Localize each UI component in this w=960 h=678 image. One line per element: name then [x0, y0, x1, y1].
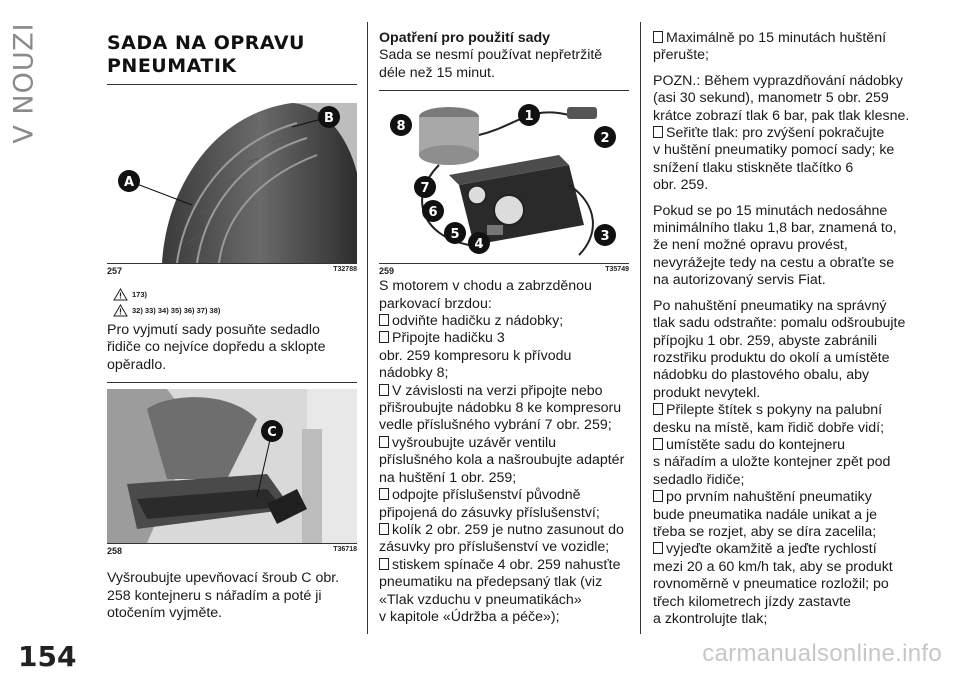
list-item: třech kilometrech jízdy zastavte: [653, 593, 851, 610]
list-item: vyšroubujte uzávěr ventilu: [379, 435, 629, 452]
list-item: přišroubujte nádobku 8 ke kompresoru: [379, 400, 622, 417]
list-item: stiskem spínače 4 obr. 259 nahusťte: [379, 557, 629, 574]
warning-triangle-icon: [113, 288, 128, 301]
list-item: vedle příslušného vybrání 7 obr. 259;: [379, 417, 612, 434]
list-item: na huštění 1 obr. 259;: [379, 469, 517, 486]
checkbox-bullet-icon: [379, 384, 389, 396]
column-divider-2: [640, 22, 641, 634]
figure-257-tire: [107, 93, 357, 263]
column-divider-1: [367, 22, 368, 634]
note-min-pressure: Pokud se po 15 minutách nedosáhne minimálního tlaku 1,8 bar, znamená to, že není možné opravu provést, nevyrážejte tedy na cestu a obraťte se na autorizovaný servis Fiat.: [653, 202, 897, 289]
figure-257-code: T32788: [333, 266, 357, 273]
figure-258-code: T36718: [333, 546, 357, 554]
list-item: rovnoměrně v pneumatice rozložil; po: [653, 576, 889, 593]
warning-row-1: [113, 286, 357, 302]
list-item: Přilepte štítek s pokyny na palubní: [653, 402, 911, 419]
figure-258-seat: [107, 389, 357, 543]
compressor-illustration: [379, 95, 629, 263]
list-item: třeba se rozjet, aby se díra zacelila;: [653, 523, 877, 540]
side-section-label: V NOUZI: [8, 22, 40, 144]
figure-259-kit: [379, 95, 629, 263]
figure-258-rule: [107, 543, 357, 544]
callout-7: 7: [420, 181, 430, 197]
callout-4: 4: [474, 237, 484, 253]
callout-1: 1: [524, 109, 534, 125]
figure-258-number: 258: [107, 546, 123, 557]
checkbox-bullet-icon: [379, 488, 389, 500]
page-number: 154: [18, 640, 77, 673]
list-item: Maximálně po 15 minutách huštění: [653, 30, 911, 47]
list-item: nádobky 8;: [379, 365, 449, 382]
engine-running-lead: S motorem v chodu a zabrzděnou parkovací brzdou:: [379, 278, 592, 312]
list-item: v huštění pneumatiky pomocí sady; ke: [653, 142, 895, 159]
list-item: V závislosti na verzi připojte nebo: [379, 383, 629, 400]
checkbox-bullet-icon: [653, 542, 663, 554]
warning-refs-2: 32) 33) 34) 35) 36) 37) 38): [132, 305, 221, 315]
callout-6: 6: [428, 205, 438, 221]
list-item: příslušného kola a našroubujte adaptér: [379, 452, 625, 469]
list-item: v kapitole «Údržba a péče»);: [379, 608, 560, 625]
caution-triangle-icon: [113, 304, 128, 317]
section-title-line1: SADA NA OPRAVU: [107, 32, 305, 54]
list-item: sedadlo řidiče;: [653, 471, 745, 488]
list-item: vyjeďte okamžitě a jeďte rychlostí: [653, 541, 911, 558]
list-item: Seřiťte tlak: pro zvýšení pokračujte: [653, 125, 911, 142]
figure-259-number: 259: [379, 266, 395, 277]
figure-257-rule: [107, 263, 357, 264]
tire-illustration: [107, 93, 357, 263]
checkbox-bullet-icon: [379, 436, 389, 448]
callout-b: B: [324, 111, 334, 126]
list-item: s nářadím a uložte kontejner zpět pod: [653, 454, 891, 471]
checkbox-bullet-icon: [653, 438, 663, 450]
checkbox-bullet-icon: [379, 314, 389, 326]
figure-257-caption: [107, 266, 357, 276]
list-item: připojená do zásuvky příslušenství;: [379, 504, 600, 521]
seat-illustration: [107, 389, 357, 543]
list-item: «Tlak vzduchu v pneumatikách»: [379, 591, 582, 608]
callout-5: 5: [450, 227, 460, 243]
checkbox-bullet-icon: [379, 523, 389, 535]
warning-row-2: [113, 302, 357, 318]
list-item: přerušte;: [653, 47, 709, 64]
list-item: a zkontrolujte tlak;: [653, 611, 768, 627]
checkbox-bullet-icon: [379, 331, 389, 343]
list-item: po prvním nahuštění pneumatiky: [653, 489, 911, 506]
note-pressure: POZN.: Během vyprazdňování nádobky (asi 30 sekund), manometr 5 obr. 259 krátce zobrazí tlak 6 bar, pak tlak klesne.: [653, 72, 910, 124]
list-item: pneumatiku na předepsaný tlak (viz: [379, 574, 603, 591]
figure-258-top-rule: [107, 382, 357, 383]
warning-refs-1: 173): [132, 289, 148, 299]
title-rule: [107, 84, 357, 85]
figure-259-caption: [379, 266, 629, 276]
figure-257-number: 257: [107, 266, 123, 276]
callout-8: 8: [396, 119, 406, 135]
list-item: obr. 259 kompresoru k přívodu: [379, 347, 572, 364]
list-item: zásuvky pro příslušenství ve vozidle;: [379, 539, 610, 556]
column-3: [653, 30, 911, 628]
subsection-heading: Opatření pro použití sady: [379, 30, 551, 46]
list-item: kolík 2 obr. 259 je nutno zasunout do: [379, 522, 629, 539]
instruction-seat: Pro vyjmutí sady posuňte sedadlo řidiče co nejvíce dopředu a sklopte opěradlo.: [107, 322, 326, 373]
checkbox-bullet-icon: [379, 558, 389, 570]
note-remove-kit: Po nahuštění pneumatiky na správný tlak sadu odstraňte: pomalu odšroubujte přípojku 1 obr. 259, abyste zabránili rozstřiku produktu do okolí a umístěte nádobku do plastového obalu, aby produkt nevytekl.: [653, 297, 906, 401]
list-item: obr. 259.: [653, 177, 709, 194]
column-1: [107, 30, 357, 622]
figure-259-rule: [379, 263, 629, 264]
watermark-text: carmanualsonline.info: [702, 640, 942, 667]
callout-c: C: [267, 425, 277, 441]
list-item: snížení tlaku stiskněte tlačítko 6: [653, 159, 854, 176]
column-2: [379, 30, 629, 626]
checkbox-bullet-icon: [653, 31, 663, 43]
checkbox-bullet-icon: [653, 126, 663, 138]
callout-a: A: [123, 175, 135, 190]
list-item: mezi 20 a 60 km/h tak, aby se produkt: [653, 558, 893, 575]
figure-259-code: T35749: [605, 266, 629, 274]
callout-3: 3: [600, 229, 610, 245]
checkbox-bullet-icon: [653, 490, 663, 502]
section-title-line2: PNEUMATIK: [107, 55, 237, 77]
list-item: Připojte hadičku 3: [379, 330, 629, 347]
checkbox-bullet-icon: [653, 403, 663, 415]
usage-limit-note: Sada se nesmí používat nepřetržitě déle než 15 minut.: [379, 47, 603, 81]
list-item: umístěte sadu do kontejneru: [653, 437, 911, 454]
steps-list: [379, 313, 629, 626]
list-item: odviňte hadičku z nádobky;: [379, 313, 629, 330]
callout-2: 2: [600, 131, 610, 147]
list-item: bude pneumatika nadále unikat a je: [653, 506, 878, 523]
figure-259-top-rule: [379, 90, 629, 91]
side-section-tab: [4, 22, 44, 144]
figure-258-caption: [107, 546, 357, 556]
instruction-unscrew: Vyšroubujte upevňovací šroub C obr. 258 kontejneru s nářadím a poté ji otočením vyjměte.: [107, 570, 340, 622]
list-item: odpojte příslušenství původně: [379, 487, 629, 504]
list-item: desku na místě, kam řidič dobře vidí;: [653, 419, 885, 436]
